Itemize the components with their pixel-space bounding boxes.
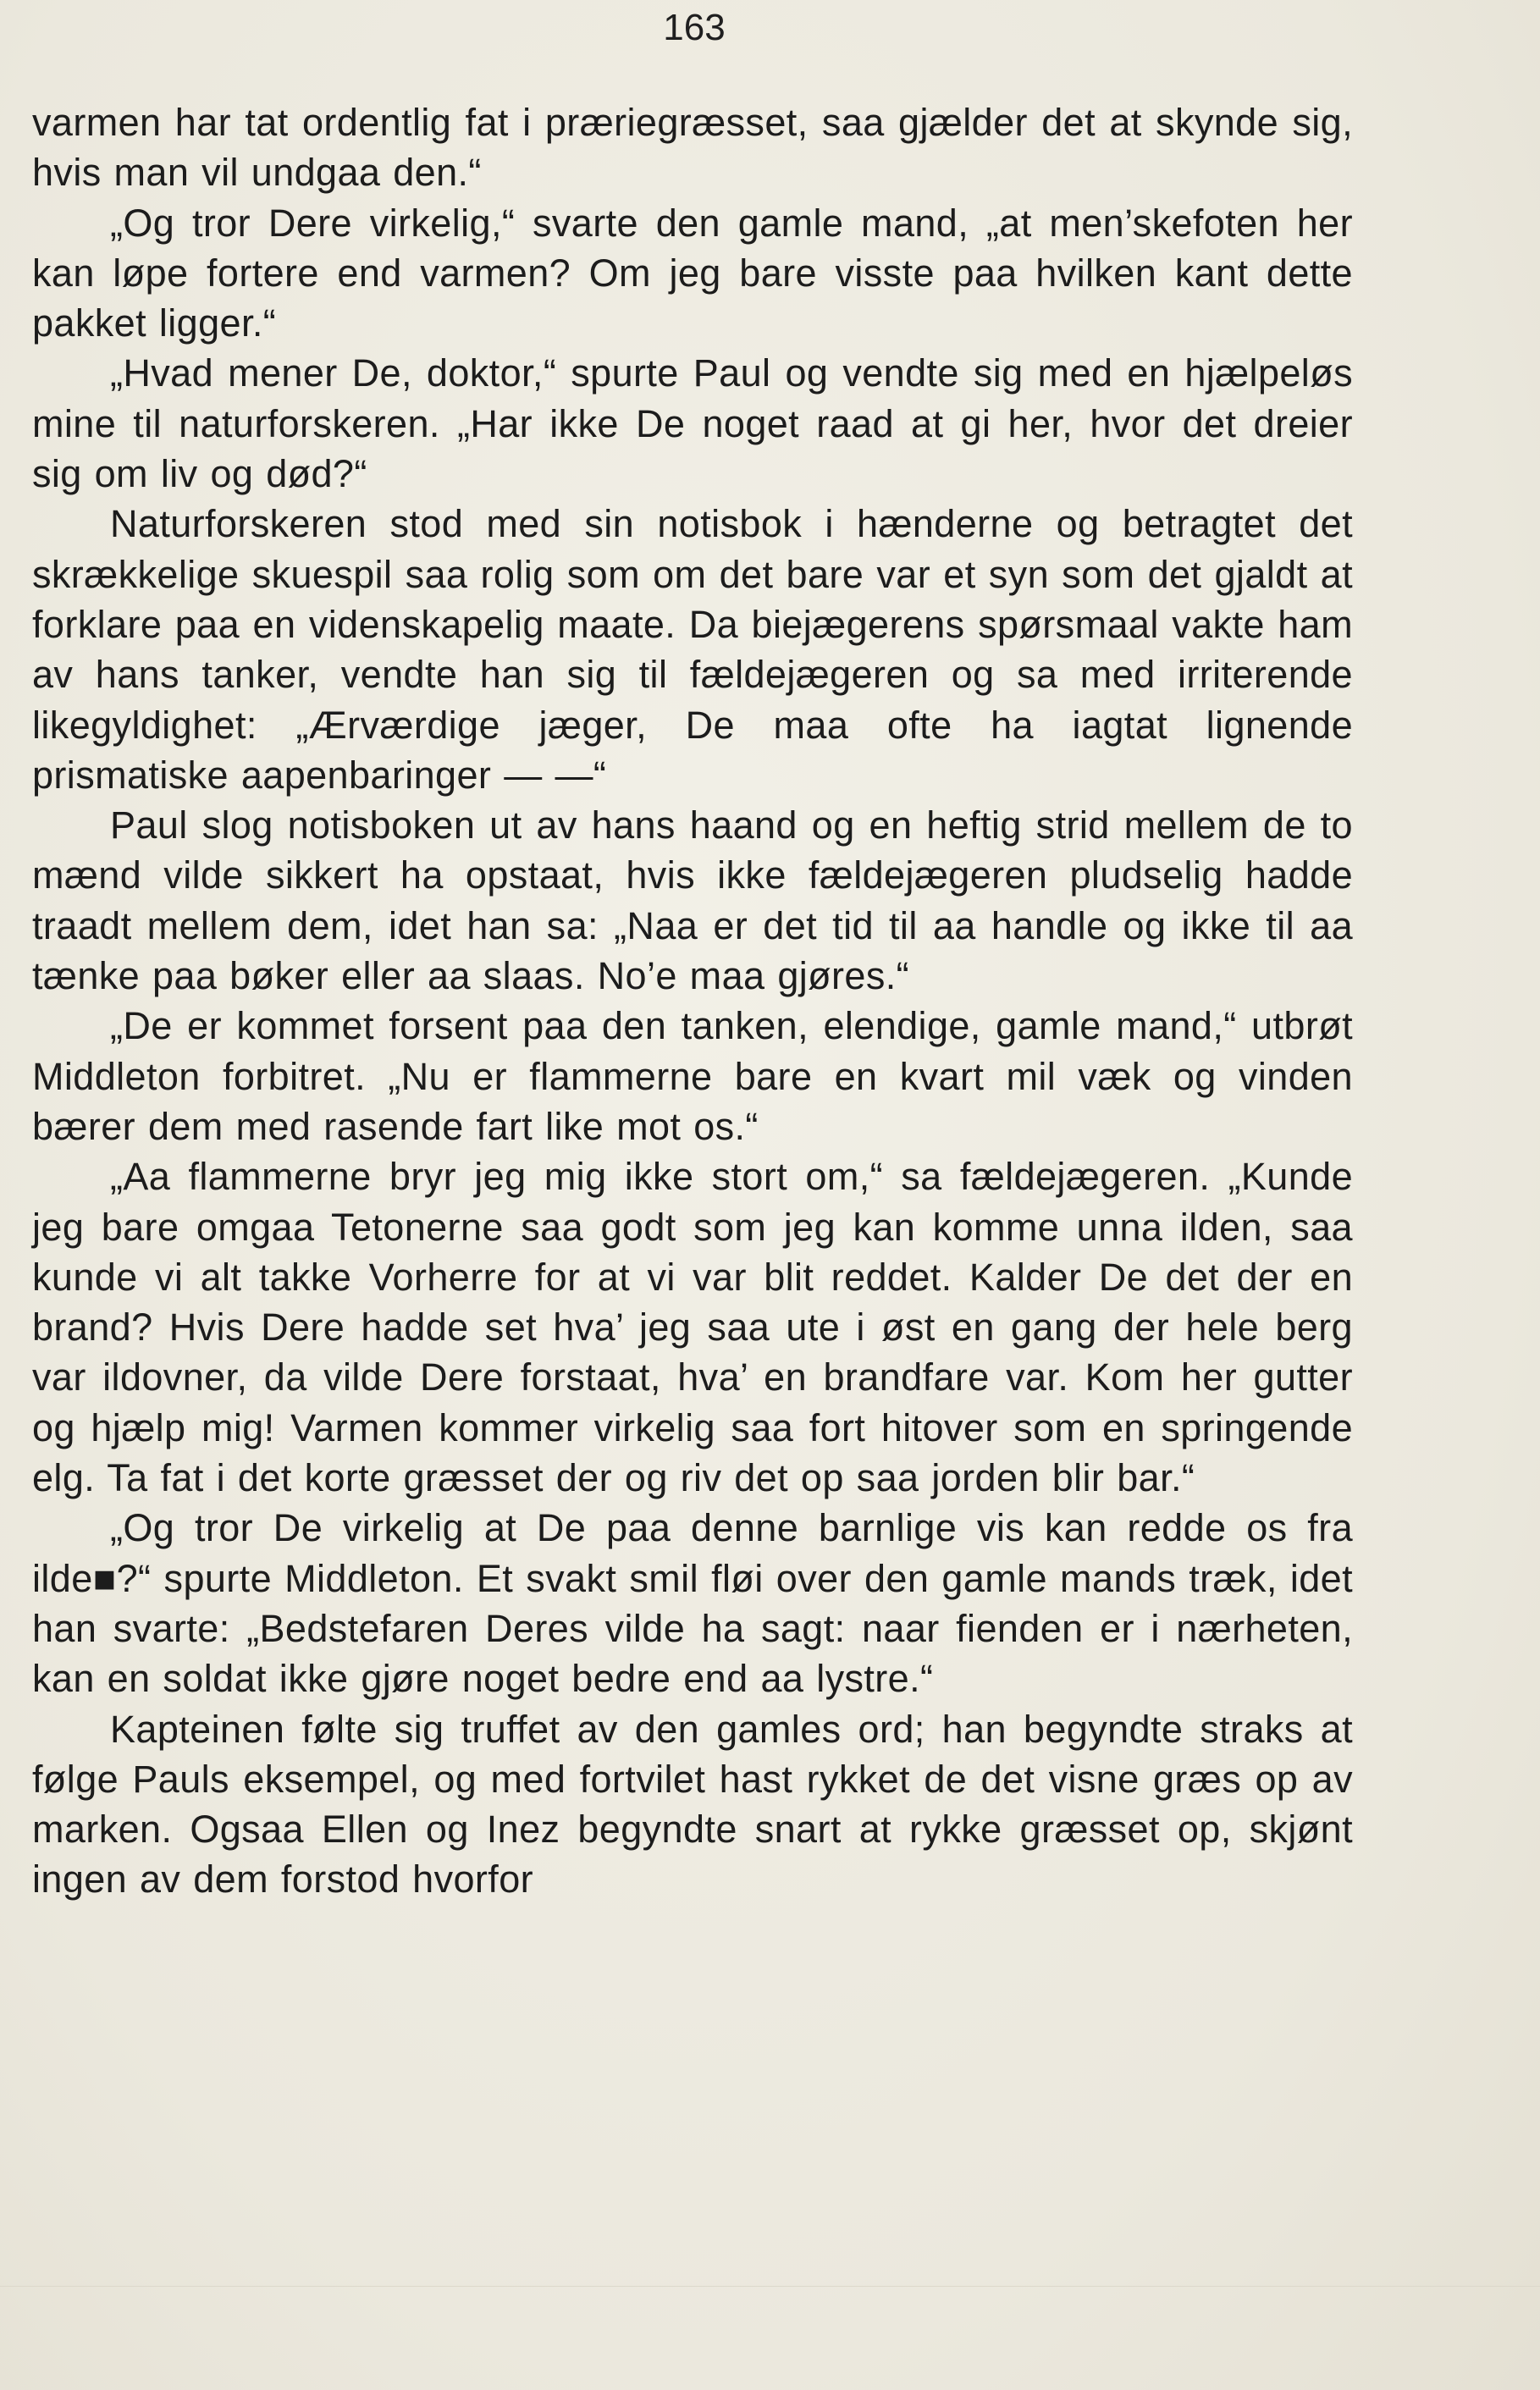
page-number: 163 xyxy=(663,7,726,48)
paragraph: Kapteinen følte sig truffet av den gamles ord; han begyndte straks at følge Pauls eksempel, og med fortvilet hast rykket de det visne græs op av marken. Ogsaa Ellen og Inez begyndte snart at rykke græsset op, skjønt ingen av dem forstod hvorfor xyxy=(32,1707,1353,1902)
body-text xyxy=(32,97,1353,1905)
paragraph: Paul slog notisboken ut av hans haand og en heftig strid mellem de to mænd vilde sikkert ha opstaat, hvis ikke fældejægeren pludselig hadde traadt mellem dem, idet han sa: „Naa er det tid til aa handle og ikke til aa tænke paa bøker eller aa slaas. No’e maa gjøres.“ xyxy=(32,803,1353,998)
paragraph: „De er kommet forsent paa den tanken, elendige, gamle mand,“ utbrøt Middleton forbitret. „Nu er flammerne bare en kvart mil væk og vinden bærer dem med rasende fart like mot os.“ xyxy=(32,1004,1353,1148)
paragraph: Naturforskeren stod med sin notisbok i hænderne og betragtet det skrækkelige skuespil saa rolig som om det bare var et syn som det gjaldt at forklare paa en videnskapelig maate. Da biejægerens spørsmaal vakte ham av hans tanker, vendte han sig til fældejægeren og sa med irriterende likegyldighet: „Ærværdige jæger, De maa ofte ha iagtat lignende prismatiske aapenbaringer — —“ xyxy=(32,502,1353,797)
paragraph: „Aa flammerne bryr jeg mig ikke stort om,“ sa fældejægeren. „Kunde jeg bare omgaa Tetonerne saa godt som jeg kan komme unna ilden, saa kunde vi alt takke Vorherre for at vi var blit reddet. Kalder De det der en brand? Hvis Dere hadde set hva’ jeg saa ute i øst en gang der hele berg var ildovner, da vilde Dere forstaat, hva’ en brandfare var. Kom her gutter og hjælp mig! Varmen kommer virkelig saa fort hitover som en springende elg. Ta fat i det korte græsset der og riv det op saa jorden blir bar.“ xyxy=(32,1155,1353,1500)
paragraph: „Og tror De virkelig at De paa denne barnlige vis kan redde os fra ilde■?“ spurte Middleton. Et svakt smil fløi over den gamle mands træk, idet han svarte: „Bedstefaren Deres vilde ha sagt: naar fienden er i nærheten, kan en soldat ikke gjøre noget bedre end aa lystre.“ xyxy=(32,1506,1353,1701)
paragraph: „Og tror Dere virkelig,“ svarte den gamle mand, „at men’skefoten her kan løpe fortere end varmen? Om jeg bare visste paa hvilken kant dette pakket ligger.“ xyxy=(32,201,1353,345)
paragraph-continued: varmen har tat ordentlig fat i præriegræsset, saa gjælder det at skynde sig, hvis man vil undgaa den.“ xyxy=(32,101,1353,195)
page-fold-line xyxy=(0,2286,1540,2287)
paragraph: „Hvad mener De, doktor,“ spurte Paul og vendte sig med en hjælpeløs mine til naturforskeren. „Har ikke De noget raad at gi her, hvor det dreier sig om liv og død?“ xyxy=(32,351,1353,496)
